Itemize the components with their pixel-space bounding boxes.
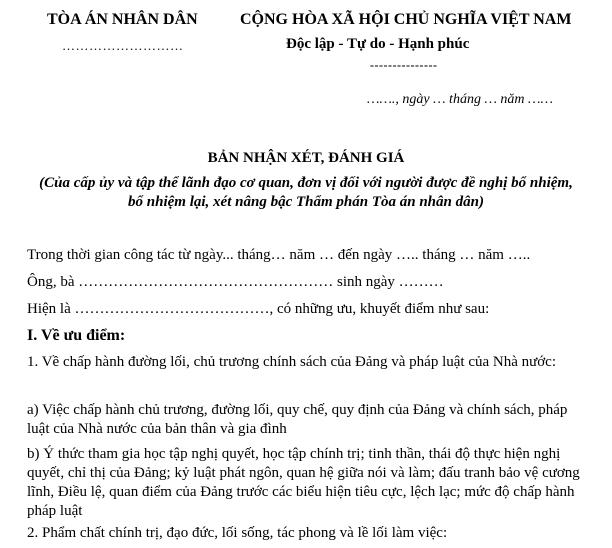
name-birthdate-line: Ông, bà …………………………………………… sinh ngày ………: [27, 274, 444, 290]
document-subtitle: (Của cấp ủy và tập thể lãnh đạo cơ quan, đơn vị đối với người được đề nghị bổ nhiệm, bổ nhiệm lại, xét nâng bậc Thẩm phán Tòa án nhân dân): [39, 175, 573, 210]
service-period-line: Trong thời gian công tác từ ngày... tháng… năm … đến ngày ….. tháng … năm …..: [27, 247, 531, 263]
dateline: ……., ngày … tháng … năm ……: [367, 92, 553, 107]
republic-title: CỘNG HÒA XÃ HỘI CHỦ NGHĨA VIỆT NAM: [240, 11, 572, 28]
current-position-line: Hiện là …………………………………, có những ưu, khuyết điểm như sau:: [27, 301, 490, 317]
item-b: b) Ý thức tham gia học tập nghị quyết, học tập chính trị; tinh thần, thái độ thực hiện nghị quyết, chỉ thị của Đảng; kỷ luật phát ngôn, quan hệ giữa nói và làm; đấu tranh bảo vệ cương lĩnh, Điều lệ, quan điểm của Đảng trước các biểu hiện tiêu cực, lệch lạc; mức độ chấp hành pháp luật: [27, 446, 580, 519]
section-heading-strengths: I. Về ưu điểm:: [27, 327, 126, 344]
court-name: TÒA ÁN NHÂN DÂN: [47, 11, 198, 28]
item-2: 2. Phẩm chất chính trị, đạo đức, lối sống, tác phong và lề lối làm việc:: [27, 525, 448, 541]
document-title: BẢN NHẬN XÉT, ĐÁNH GIÁ: [207, 150, 405, 166]
item-a: a) Việc chấp hành chủ trương, đường lối, quy chế, quy định của Đảng và chính sách, pháp luật của Nhà nước của bản thân và gia đình: [27, 402, 568, 437]
national-motto: Độc lập - Tự do - Hạnh phúc: [286, 36, 470, 52]
motto-underline: ---------------: [370, 58, 438, 72]
court-name-blank: ………………………: [62, 38, 184, 53]
item-1: 1. Về chấp hành đường lối, chủ trương chính sách của Đảng và pháp luật của Nhà nước:: [27, 354, 557, 370]
